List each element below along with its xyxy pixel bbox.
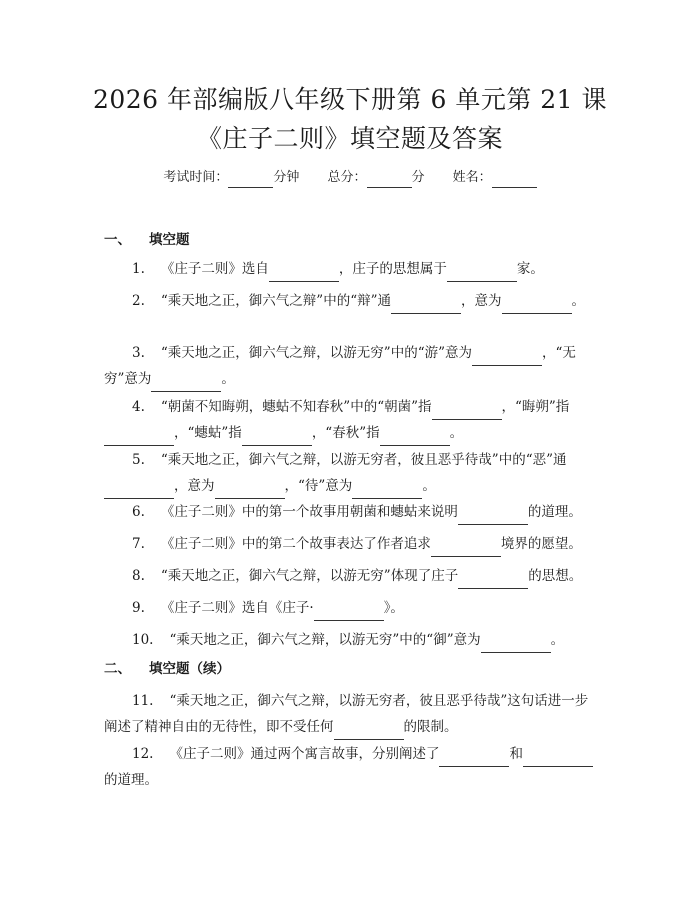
question-4 <box>104 394 596 446</box>
question-number: 2. <box>132 293 145 309</box>
question-text: 的道理。 <box>527 504 582 520</box>
question-text: ，“蟪蛄”指 <box>174 425 242 441</box>
question-number: 3. <box>132 345 145 361</box>
question-text: 。 <box>422 478 436 494</box>
question-text: 的道理。 <box>104 772 158 788</box>
section-number: 二、 <box>104 661 131 677</box>
question-1 <box>104 256 596 282</box>
answer-blank[interactable] <box>334 723 404 740</box>
question-3 <box>104 340 596 392</box>
question-text: ，庄子的思想属于 <box>338 261 447 277</box>
question-text: 境界的愿望。 <box>500 536 582 552</box>
question-number: 1. <box>132 261 145 277</box>
question-number: 11. <box>132 693 154 709</box>
question-text: ，意为 <box>174 478 215 494</box>
question-text: 。 <box>571 293 585 309</box>
question-text: ，“待”意为 <box>284 478 353 494</box>
answer-blank[interactable] <box>431 540 501 557</box>
section-number: 一、 <box>104 232 131 248</box>
question-text: 。 <box>550 632 565 648</box>
section-heading-1 <box>104 230 190 250</box>
question-text: ，“春秋”指 <box>311 425 380 441</box>
exam-time-field <box>163 170 303 185</box>
question-7 <box>104 531 596 557</box>
answer-blank[interactable] <box>380 429 450 446</box>
answer-blank[interactable] <box>458 572 528 589</box>
question-number: 5. <box>132 452 145 468</box>
question-text: 。 <box>449 425 464 441</box>
total-score-blank[interactable] <box>367 171 412 188</box>
question-text: “乘天地之正，御六气之辩，以游无穷”体现了庄子 <box>160 568 459 584</box>
question-6 <box>104 499 596 525</box>
answer-blank[interactable] <box>391 297 461 314</box>
question-text: 。 <box>221 371 235 387</box>
question-number: 6. <box>132 504 145 520</box>
question-text: 的思想。 <box>528 568 583 584</box>
exam-time-unit: 分钟 <box>273 170 300 185</box>
section-title: 填空题 <box>149 232 190 248</box>
total-score-unit: 分 <box>411 170 425 185</box>
answer-blank[interactable] <box>481 636 551 653</box>
question-text: ，意为 <box>461 293 502 309</box>
answer-blank[interactable] <box>104 482 174 499</box>
question-text: “乘天地之正，御六气之辩，以游无穷者，彼且恶乎待哉”这句话进一步阐述了精神自由的无待性，即不受任何 <box>104 693 589 735</box>
question-text: 《庄子二则》通过两个寓言故事，分别阐述了 <box>169 746 440 762</box>
question-number: 12. <box>132 746 154 762</box>
question-number: 8. <box>132 568 145 584</box>
answer-blank[interactable] <box>472 349 542 366</box>
question-number: 4. <box>132 399 145 415</box>
student-name-label: 姓名： <box>452 170 492 185</box>
answer-blank[interactable] <box>439 750 509 767</box>
answer-blank[interactable] <box>269 265 339 282</box>
question-text: “乘天地之正，御六气之辩，以游无穷者，彼且恶乎待哉”中的“恶”通 <box>160 452 567 468</box>
total-score-label: 总分： <box>327 170 367 185</box>
total-score-field <box>327 170 428 185</box>
question-number: 7. <box>132 536 145 552</box>
question-text: 《庄子二则》中的第二个故事表达了作者追求 <box>160 536 431 552</box>
answer-blank[interactable] <box>352 482 422 499</box>
question-text: “朝菌不知晦朔，蟪蛄不知春秋”中的“朝菌”指 <box>160 399 432 415</box>
question-text: 的限制。 <box>403 719 458 735</box>
question-text: 家。 <box>516 261 544 277</box>
question-10 <box>104 627 596 653</box>
exam-time-blank[interactable] <box>228 171 273 188</box>
exam-info-bar <box>0 168 700 188</box>
answer-blank[interactable] <box>104 429 174 446</box>
answer-blank[interactable] <box>432 403 502 420</box>
section-title: 填空题（续） <box>149 661 230 677</box>
question-11 <box>104 688 596 740</box>
answer-blank[interactable] <box>151 375 221 392</box>
question-8 <box>104 563 596 589</box>
question-text: “乘天地之正，御六气之辩，以游无穷”中的“游”意为 <box>160 345 472 361</box>
question-text: 和 <box>509 746 523 762</box>
question-text: ，“无穷”意为 <box>104 345 576 387</box>
student-name-field <box>453 170 537 185</box>
question-text: “乘天地之正，御六气之辩，以游无穷”中的“御”意为 <box>169 632 481 648</box>
answer-blank[interactable] <box>215 482 285 499</box>
question-12 <box>104 741 596 793</box>
question-9 <box>104 595 596 621</box>
question-text: ，“晦朔”指 <box>501 399 570 415</box>
question-text: 》。 <box>383 600 404 616</box>
question-number: 9. <box>132 600 145 616</box>
answer-blank[interactable] <box>447 265 517 282</box>
answer-blank[interactable] <box>502 297 572 314</box>
answer-blank[interactable] <box>458 508 528 525</box>
answer-blank[interactable] <box>314 604 384 621</box>
section-heading-2 <box>104 659 230 679</box>
question-text: 《庄子二则》中的第一个故事用朝菌和蟪蛄来说明 <box>160 504 458 520</box>
question-5 <box>104 447 596 499</box>
question-text: 《庄子二则》选自 <box>160 261 269 277</box>
question-number: 10. <box>132 632 154 648</box>
student-name-blank[interactable] <box>492 171 537 188</box>
answer-blank[interactable] <box>523 750 593 767</box>
answer-blank[interactable] <box>242 429 312 446</box>
exam-time-label: 考试时间： <box>163 170 229 185</box>
question-text: 《庄子二则》选自《庄子· <box>160 600 314 616</box>
question-text: “乘天地之正，御六气之辩”中的“辩”通 <box>160 293 391 309</box>
page-title-line-1: 2026 年部编版八年级下册第 6 单元第 21 课 <box>92 85 608 114</box>
page-title-line-2: 《庄子二则》填空题及答案 <box>196 124 503 153</box>
question-2 <box>104 288 596 314</box>
